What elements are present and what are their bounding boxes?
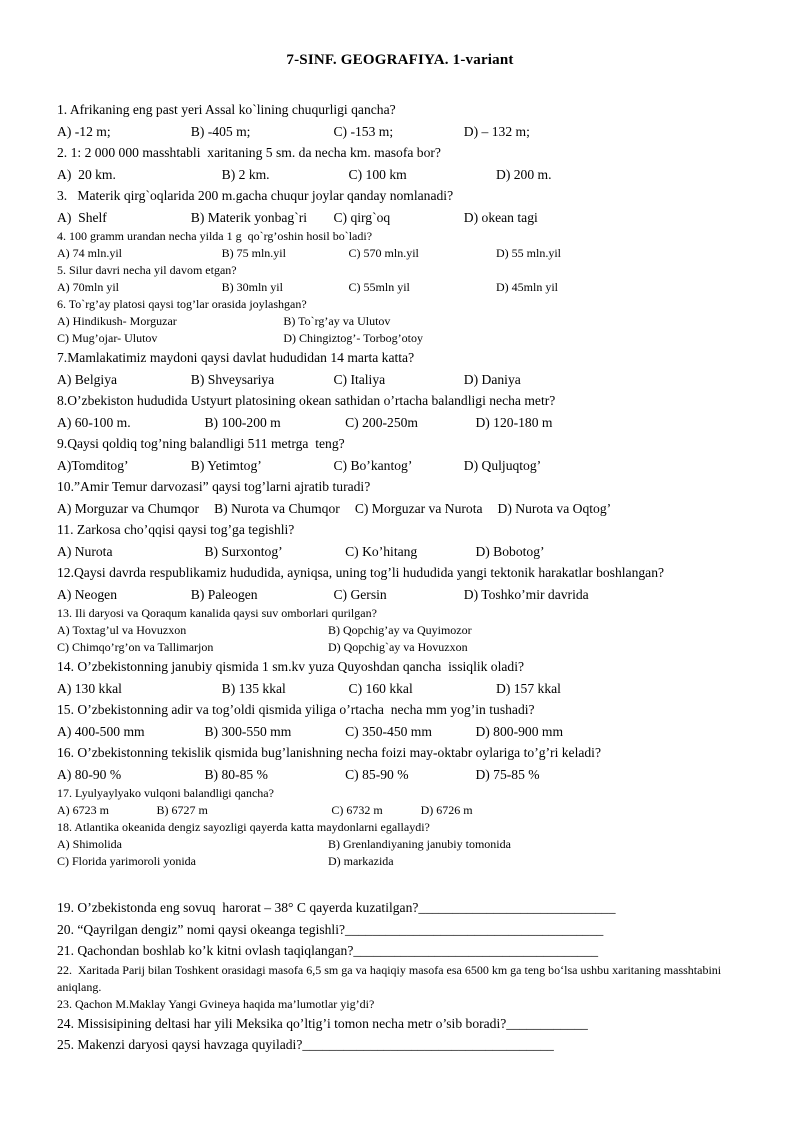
answer-option: B) 30mln yil <box>221 280 283 294</box>
answer-option: B) To`rg’ay va Ulutov <box>283 314 391 328</box>
question-block <box>57 1013 743 1035</box>
question-block <box>57 897 743 919</box>
answer-option: D) 6726 m <box>420 803 473 817</box>
question-block <box>57 656 743 699</box>
question-text: 21. Qachondan boshlab ko’k kitni ovlash taqiqlangan?____________________________________ <box>57 943 599 958</box>
answer-option: C) Mug’ojar- Ulutov <box>57 331 158 345</box>
question-text: 4. 100 gramm urandan necha yilda 1 g qo`rg’oshin hosil bo`ladi? <box>57 229 373 243</box>
answer-option: D) 800-900 mm <box>475 723 564 739</box>
answer-option: D) okean tagi <box>463 209 538 225</box>
question-block <box>57 962 743 996</box>
question-text: 11. Zarkosa cho’qqisi qaysi tog’ga tegishli? <box>57 522 295 537</box>
question-text: 15. O’zbekistonning adir va tog’oldi qismida yiliga o’rtacha necha mm yog’in tushadi? <box>57 702 535 717</box>
answer-option: C) Gersin <box>333 586 387 602</box>
answer-option: D) 55 mln.yil <box>496 246 562 260</box>
question-text: 2. 1: 2 000 000 masshtabli xaritaning 5 sm. da necha km. masofa bor? <box>57 145 441 160</box>
answer-option: C) Ko’hitang <box>345 543 418 559</box>
answer-options-row <box>57 369 743 391</box>
question-text: 5. Silur davri necha yil davom etgan? <box>57 263 237 277</box>
answer-options-row <box>57 245 743 262</box>
answer-option: D) Qopchig`ay va Hovuzxon <box>327 640 468 654</box>
answer-options-row <box>57 836 743 870</box>
answer-option: C) Morguzar va Nurota <box>354 500 483 516</box>
answer-option: C) Florida yarimoroli yonida <box>57 854 196 868</box>
question-block <box>57 519 743 562</box>
question-block <box>57 742 743 785</box>
question-text: 13. Ili daryosi va Qoraqum kanalida qaysi suv omborlari qurilgan? <box>57 606 377 620</box>
question-block <box>57 785 743 819</box>
answer-option: A) 74 mln.yil <box>57 246 122 260</box>
answer-option: C) 200-250m <box>345 414 418 430</box>
answer-option: A) 6723 m <box>57 803 109 817</box>
answer-option: D) markazida <box>327 854 394 868</box>
question-text: 20. “Qayrilgan dengiz” nomi qaysi okeanga tegishli?______________________________________ <box>57 921 604 937</box>
answer-option: D) 120-180 m <box>475 414 553 430</box>
answer-option: A) Nurota <box>57 543 113 559</box>
answer-option: D) Chingiztog’- Torbog’otoy <box>283 331 423 345</box>
answer-option: D) 45mln yil <box>496 280 559 294</box>
answer-option: B) 135 kkal <box>221 680 286 696</box>
answer-option: A) Shimolida <box>57 837 122 851</box>
question-block <box>57 99 743 142</box>
answer-option: B) 100-200 m <box>204 414 281 430</box>
answer-option: B) Shveysariya <box>190 371 275 387</box>
answer-option: D) 75-85 % <box>475 766 540 782</box>
answer-option: A) Neogen <box>57 586 118 602</box>
answer-option: B) 300-550 mm <box>204 723 292 739</box>
answer-option: B) Yetimtog’ <box>190 457 262 473</box>
answer-option: C) 85-90 % <box>345 766 409 782</box>
question-text: 8.O’zbekiston hududida Ustyurt platosining okean sathidan o’rtacha balandligi necha metr? <box>57 393 556 408</box>
question-block <box>57 296 743 347</box>
answer-option: A) Morguzar va Chumqor <box>57 500 200 516</box>
question-block <box>57 605 743 656</box>
question-text: 25. Makenzi daryosi qaysi havzaga quyiladi?_____________________________________ <box>57 1037 554 1052</box>
answer-options-row <box>57 721 743 743</box>
answer-option: A) -12 m; <box>57 123 111 139</box>
question-block <box>57 433 743 476</box>
question-text: 23. Qachon M.Maklay Yangi Gvineya haqida ma’lumotlar yig’di? <box>57 996 375 1011</box>
answer-option: A) Toxtag’ul va Hovuzxon <box>57 623 187 637</box>
answer-option: C) Italiya <box>333 371 386 387</box>
answer-options-row <box>57 764 743 786</box>
question-text: 3. Materik qirg`oqlarida 200 m.gacha chuqur joylar qanday nomlanadi? <box>57 188 454 203</box>
answer-option: C) Bo’kantog’ <box>333 457 413 473</box>
question-text: 17. Lyulyaylyako vulqoni balandligi qancha? <box>57 786 274 800</box>
answer-option: A) 70mln yil <box>57 280 119 294</box>
question-text: 22. Xaritada Parij bilan Toshkent orasidagi masofa 6,5 sm ga va haqiqiy masofa esa 6500 km ga teng bo‘lsa ushbu xaritaning masshtabini aniqlang. <box>57 962 725 994</box>
question-block <box>57 262 743 296</box>
answer-options-row <box>57 313 743 347</box>
answer-options-row <box>57 802 743 819</box>
answer-option: D) Nurota va Oqtog’ <box>497 500 612 516</box>
answer-options-row <box>57 164 743 186</box>
question-block <box>57 185 743 228</box>
answer-option: D) Toshko’mir davrida <box>463 586 589 602</box>
answer-option: A)Tomditog’ <box>57 457 129 473</box>
answer-options-row <box>57 279 743 296</box>
answer-option: A) 60-100 m. <box>57 414 131 430</box>
answer-option: B) 80-85 % <box>204 766 268 782</box>
answer-option: C) 570 mln.yil <box>348 246 419 260</box>
answer-option: C) 6732 m <box>331 803 383 817</box>
answer-option: C) 350-450 mm <box>345 723 432 739</box>
answer-option: B) Surxontog’ <box>204 543 283 559</box>
question-text: 24. Missisipining deltasi har yili Meksika qo’ltig’i tomon necha metr o’sib boradi?____________ <box>57 1015 588 1031</box>
answer-option: C) qirg`oq <box>333 209 391 225</box>
answer-option: A) Hindikush- Morguzar <box>57 314 177 328</box>
answer-option: B) 75 mln.yil <box>221 246 286 260</box>
answer-option: D) Daniya <box>463 371 521 387</box>
question-block <box>57 1034 743 1056</box>
question-block <box>57 228 743 262</box>
answer-option: B) 6727 m <box>156 803 208 817</box>
answer-options-row <box>57 541 743 563</box>
question-text: 6. To`rg’ay platosi qaysi tog’lar orasida joylashgan? <box>57 297 307 311</box>
answer-option: B) -405 m; <box>190 123 251 139</box>
answer-option: C) -153 m; <box>333 123 394 139</box>
answer-option: A) 130 kkal <box>57 680 122 696</box>
answer-options-row <box>57 121 743 143</box>
page-title: 7-SINF. GEOGRAFIYA. 1-variant <box>286 52 514 68</box>
answer-option: C) Chimqo’rg’on va Tallimarjon <box>57 640 214 654</box>
question-text: 16. O’zbekistonning tekislik qismida bug’lanishning necha foizi may-oktabr oylariga to’g’ri keladi? <box>57 745 601 760</box>
answer-options-row <box>57 584 743 606</box>
answer-option: D) 157 kkal <box>496 680 561 696</box>
answer-option: D) 200 m. <box>496 166 552 182</box>
question-block <box>57 996 743 1013</box>
question-block <box>57 819 743 870</box>
answer-option: C) 100 km <box>348 166 407 182</box>
question-text: 18. Atlantika okeanida dengiz sayozligi qayerda katta maydonlarni egallaydi? <box>57 820 430 834</box>
question-block <box>57 390 743 433</box>
answer-option: A) 80-90 % <box>57 766 122 782</box>
answer-options-row <box>57 678 743 700</box>
answer-options-row <box>57 622 743 656</box>
answer-options-row <box>57 207 743 229</box>
question-text: 14. O’zbekistonning janubiy qismida 1 sm.kv yuza Quyoshdan qancha issiqlik oladi? <box>57 659 525 674</box>
answer-option: B) Qopchig’ay va Quyimozor <box>327 623 472 637</box>
answer-option: B) Paleogen <box>190 586 258 602</box>
answer-option: A) Shelf <box>57 209 107 225</box>
answer-option: B) Nurota va Chumqor <box>214 500 340 516</box>
question-text: 1. Afrikaning eng past yeri Assal ko`lining chuqurligi qancha? <box>57 102 396 117</box>
question-block <box>57 142 743 185</box>
answer-options-row <box>57 498 743 520</box>
questions-list <box>57 99 743 1056</box>
answer-option: D) Quljuqtog’ <box>463 457 542 473</box>
question-text: 12.Qaysi davrda respublikamiz hududida, ayniqsa, uning tog’li hududida yangi tektonik harakatlar boshlangan? <box>57 565 665 580</box>
answer-option: C) 160 kkal <box>348 680 413 696</box>
answer-option: C) 55mln yil <box>348 280 410 294</box>
question-block <box>57 940 743 962</box>
question-text: 10.”Amir Temur darvozasi” qaysi tog’larni ajratib turadi? <box>57 479 371 494</box>
answer-option: A) 400-500 mm <box>57 723 145 739</box>
answer-option: B) Materik yonbag`ri <box>190 209 308 225</box>
question-block <box>57 562 743 605</box>
answer-option: A) Belgiya <box>57 371 118 387</box>
question-text: 19. O’zbekistonda eng sovuq harorat – 38° C qayerda kuzatilgan?_____________________________ <box>57 900 616 915</box>
answer-options-row <box>57 455 743 477</box>
question-block <box>57 347 743 390</box>
answer-options-row <box>57 412 743 434</box>
question-text: 9.Qaysi qoldiq tog’ning balandligi 511 metrga teng? <box>57 436 345 451</box>
answer-option: B) Grenlandiyaning janubiy tomonida <box>327 837 511 851</box>
answer-option: A) 20 km. <box>57 166 116 182</box>
question-block <box>57 476 743 519</box>
question-block <box>57 699 743 742</box>
answer-option: D) – 132 m; <box>463 123 530 139</box>
question-block <box>57 919 743 941</box>
answer-option: D) Bobotog’ <box>475 543 545 559</box>
answer-option: B) 2 km. <box>221 166 270 182</box>
question-text: 7.Mamlakatimiz maydoni qaysi davlat hududidan 14 marta katta? <box>57 350 415 365</box>
